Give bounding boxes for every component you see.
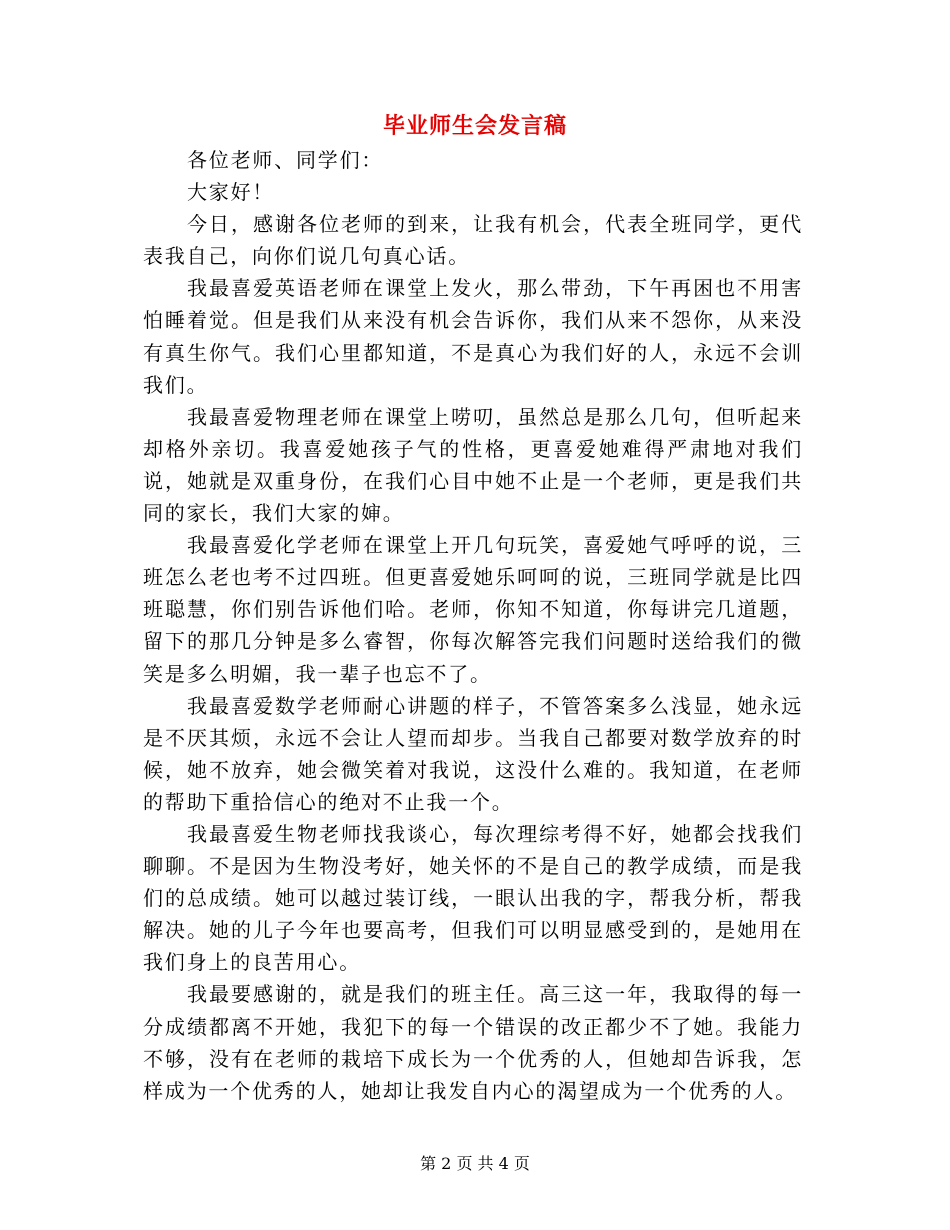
paragraph: 我最喜爱数学老师耐心讲题的样子，不管答案多么浅显，她永远是不厌其烦，永远不会让人望而却步。当我自己都要对数学放弃的时候，她不放弃，她会微笑着对我说，这没什么难的。我知道，在老师的帮助下重拾信心的绝对不止我一个。	[143, 693, 803, 814]
paragraph: 今日，感谢各位老师的到来，让我有机会，代表全班同学，更代表我自己，向你们说几句真心话。	[143, 212, 803, 269]
paragraph: 我最喜爱英语老师在课堂上发火，那么带劲，下午再困也不用害怕睡着觉。但是我们从来没有机会告诉你，我们从来不怨你，从来没有真生你气。我们心里都知道，不是真心为我们好的人，永远不会训我们。	[143, 276, 803, 397]
document-title: 毕业师生会发言稿	[382, 113, 567, 139]
paragraph: 我最喜爱化学老师在课堂上开几句玩笑，喜爱她气呼呼的说，三班怎么老也考不过四班。但更喜爱她乐呵呵的说，三班同学就是比四班聪慧，你们别告诉他们哈。老师，你知不知道，你每讲完几道题，留下的那几分钟是多么睿智，你每次解答完我们问题时送给我们的微笑是多么明媚，我一辈子也忘不了。	[143, 533, 803, 686]
page-number-footer: 第 2 页 共 4 页	[420, 1154, 530, 1173]
paragraph: 我最喜爱物理老师在课堂上唠叨，虽然总是那么几句，但听起来却格外亲切。我喜爱她孩子气的性格，更喜爱她难得严肃地对我们说，她就是双重身份，在我们心目中她不止是一个老师，更是我们共同的家长，我们大家的婶。	[143, 404, 803, 526]
salutation: 各位老师、同学们：	[187, 148, 384, 172]
paragraph: 我最喜爱生物老师找我谈心，每次理综考得不好，她都会找我们聊聊。不是因为生物没考好，她关怀的不是自己的教学成绩，而是我们的总成绩。她可以越过装订线，一眼认出我的字，帮我分析，帮我解决。她的儿子今年也要高考，但我们可以明显感受到的，是她用在我们身上的良苦用心。	[143, 821, 803, 975]
greeting: 大家好！	[187, 180, 275, 205]
paragraph: 我最要感谢的，就是我们的班主任。高三这一年，我取得的每一分成绩都离不开她，我犯下的每一个错误的改正都少不了她。我能力不够，没有在老师的栽培下成长为一个优秀的人，但她却告诉我，怎样成为一个优秀的人，她却让我发自内心的渴望成为一个优秀的人。	[143, 982, 803, 1103]
document-body	[143, 144, 803, 1107]
